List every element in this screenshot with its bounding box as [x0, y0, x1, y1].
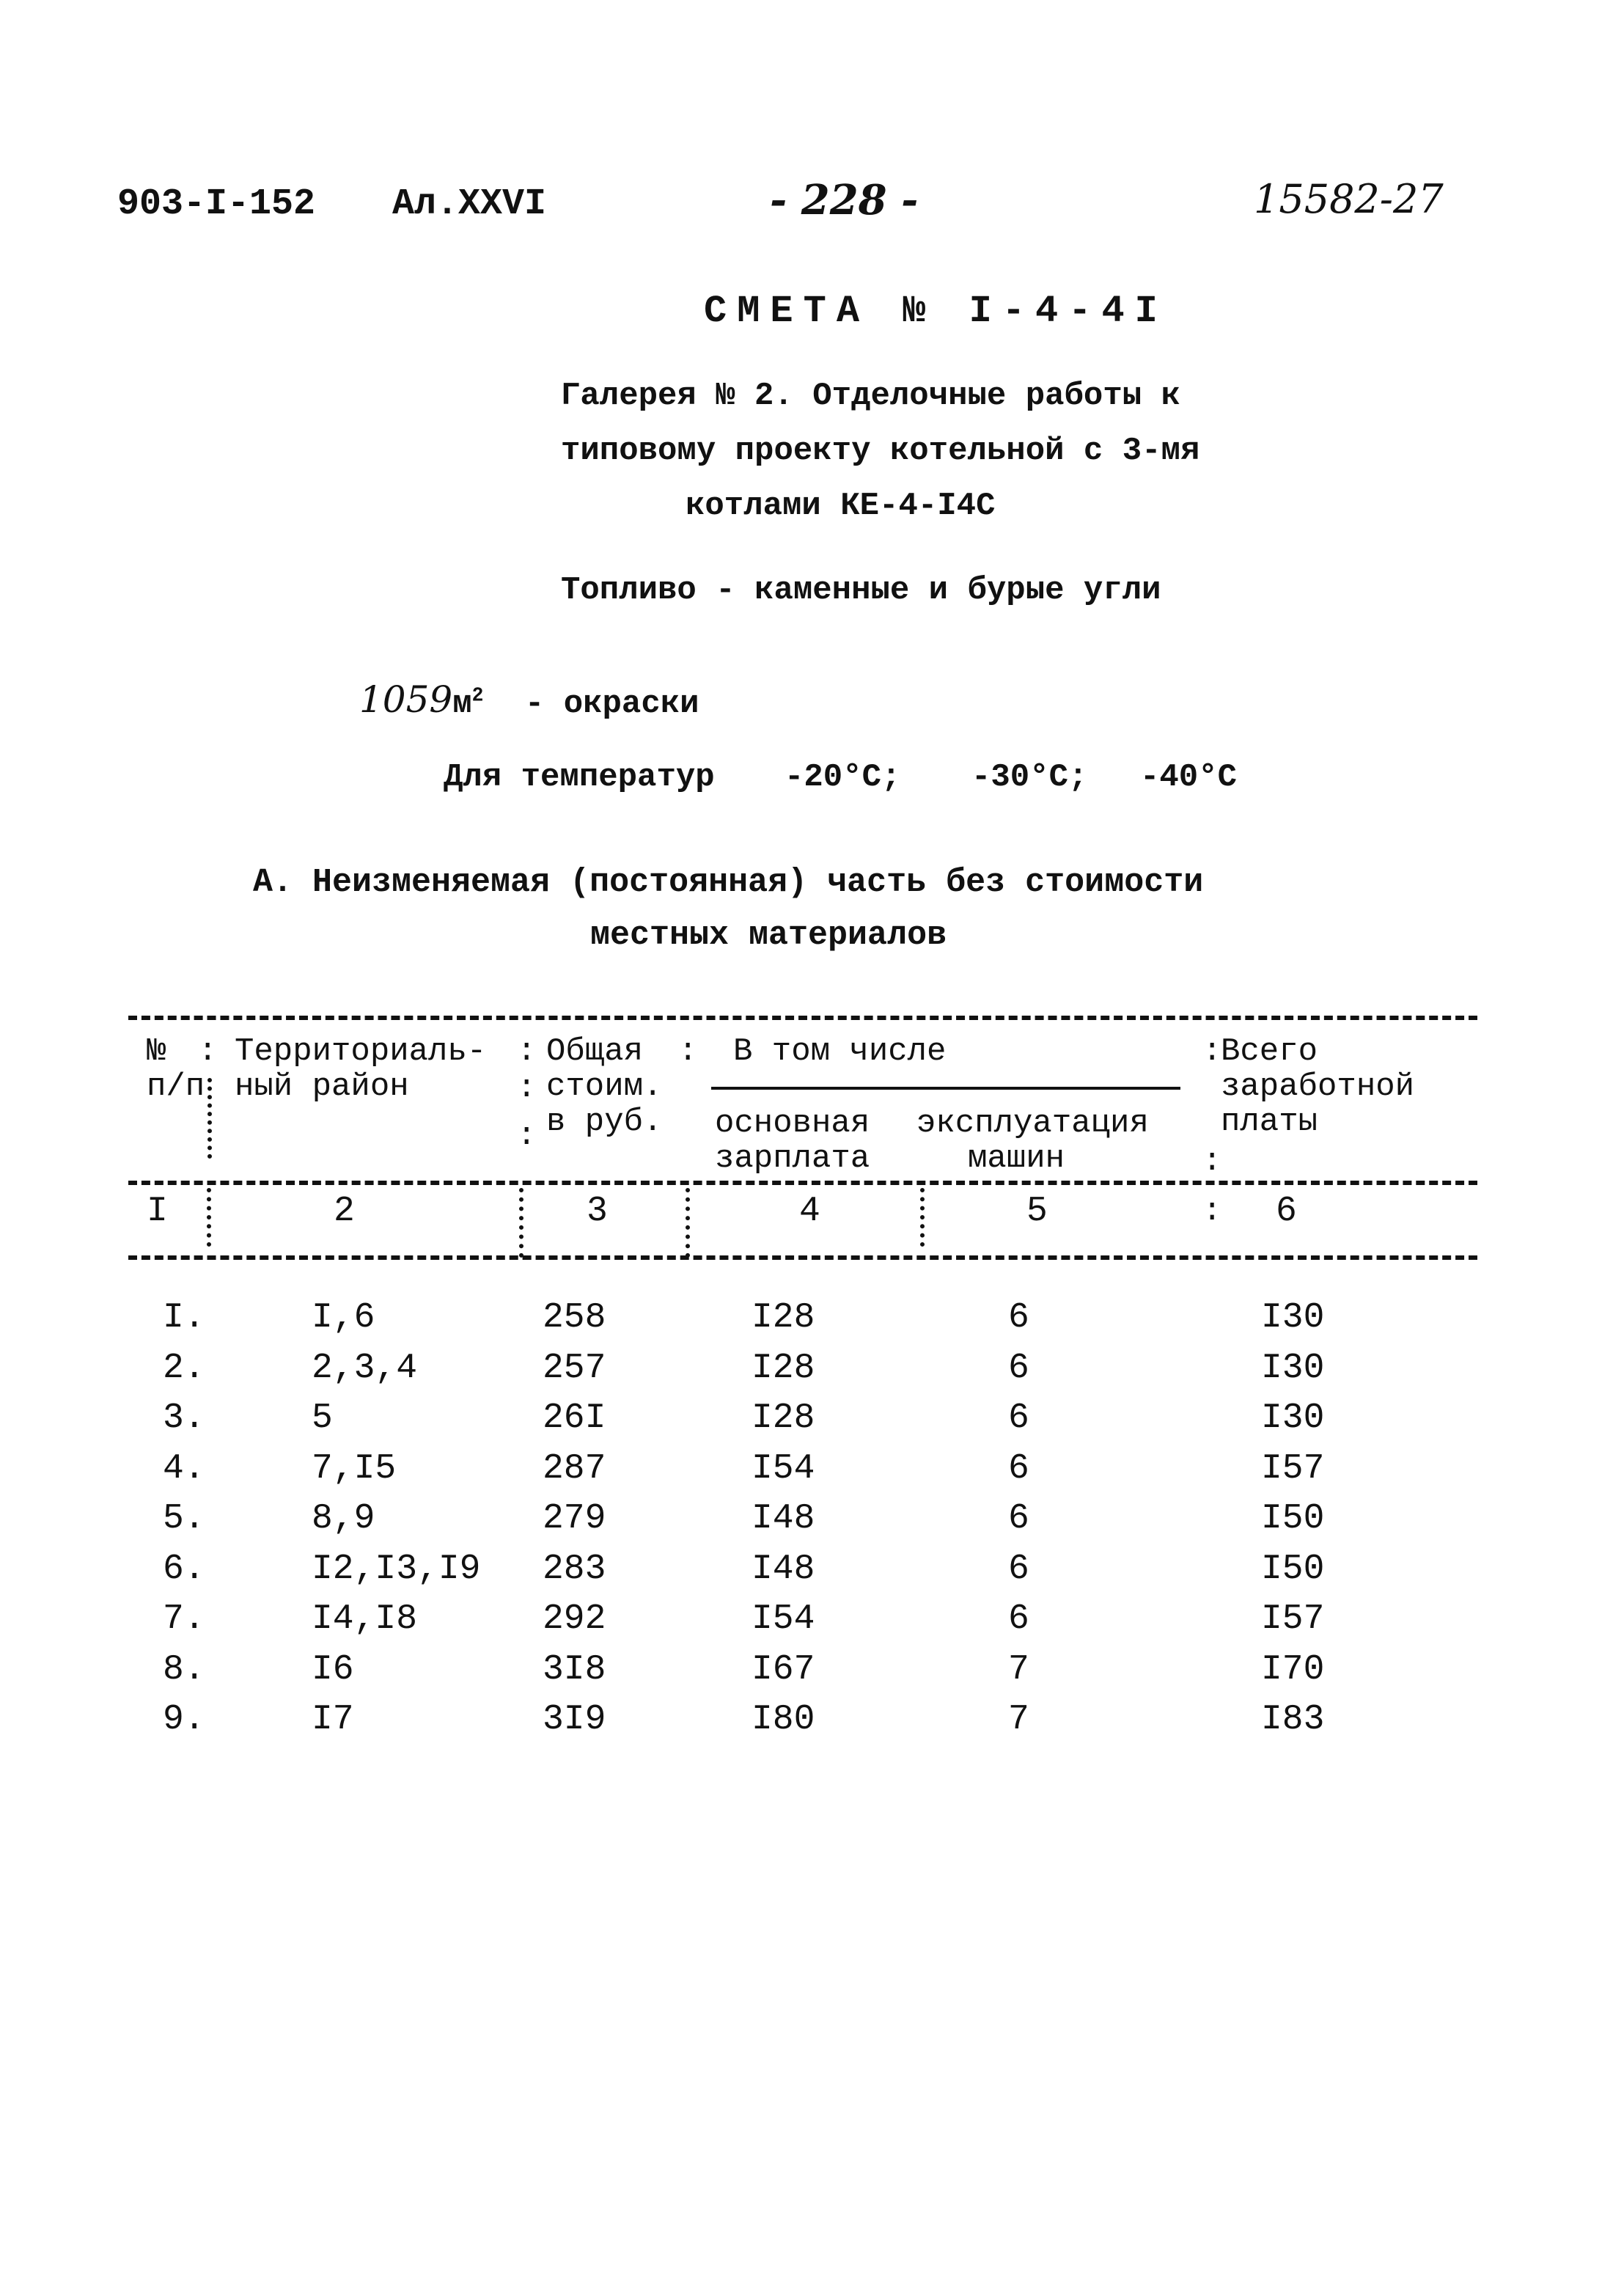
table-cell: 279: [543, 1499, 606, 1538]
table-cell: 9.: [163, 1700, 205, 1739]
area-value: 1059: [359, 678, 453, 721]
table-cell: 6: [1008, 1499, 1029, 1538]
area-unit: м: [452, 686, 472, 722]
table-cell: I28: [752, 1398, 815, 1438]
estimate-title: СМЕТА № I-4-4I: [704, 290, 1168, 333]
table-cell: I30: [1261, 1298, 1325, 1338]
table-cell: 5.: [163, 1499, 205, 1538]
description-line-1: Галерея № 2. Отделочные работы к: [561, 378, 1180, 414]
table-cell: 258: [543, 1298, 606, 1338]
table-cell: 6: [1008, 1448, 1029, 1489]
numbers-bottom-rule: [128, 1255, 1477, 1260]
table-cell: 7.: [163, 1599, 205, 1639]
table-cell: 283: [543, 1549, 606, 1589]
temperature-1: -20°С;: [785, 759, 901, 796]
table-cell: I57: [1261, 1599, 1325, 1639]
table-cell: 257: [543, 1348, 606, 1388]
table-cell: 5: [312, 1398, 333, 1438]
table-cell: 8,9: [312, 1499, 375, 1538]
inventory-number: 15582-27: [1254, 176, 1444, 222]
group-underline: [711, 1087, 1180, 1090]
table-cell: I.: [163, 1298, 205, 1338]
fuel-type: Топливо - каменные и бурые угли: [561, 572, 1161, 609]
header-separator: :: [678, 1033, 698, 1070]
description-line-3: котлами КЕ-4-I4С: [686, 488, 996, 524]
table-cell: I83: [1261, 1700, 1325, 1739]
table-cell: 7,I5: [312, 1448, 397, 1489]
column-number: I: [147, 1192, 168, 1231]
area-exponent: 2: [471, 684, 484, 707]
header-separator: :: [1202, 1033, 1222, 1070]
table-cell: 6.: [163, 1549, 205, 1589]
table-cell: I30: [1261, 1348, 1325, 1388]
section-heading-line-2: местных материалов: [590, 917, 947, 954]
table-cell: I57: [1261, 1448, 1325, 1489]
table-cell: 6: [1008, 1398, 1029, 1438]
column-separator: [686, 1188, 690, 1258]
painting-area: [359, 678, 699, 722]
table-cell: 7: [1008, 1700, 1029, 1739]
table-cell: 3I8: [543, 1649, 606, 1690]
page-number: - 228 -: [770, 176, 919, 224]
table-cell: 6: [1008, 1599, 1029, 1639]
header-territorial-district: Территориаль- ный район: [235, 1033, 487, 1105]
column-number: 6: [1276, 1192, 1297, 1231]
table-cell: 2.: [163, 1348, 205, 1388]
temperature-2: -30°С;: [971, 759, 1088, 796]
header-separator: :: [1202, 1143, 1222, 1180]
header-separator: :: [198, 1033, 218, 1070]
table-cell: 2,3,4: [312, 1348, 418, 1388]
table-cell: I,6: [312, 1298, 375, 1338]
header-separator: :: [517, 1070, 537, 1107]
table-cell: 6: [1008, 1298, 1029, 1338]
column-separator: :: [1202, 1193, 1222, 1230]
column-separator: [207, 1188, 211, 1247]
header-total-cost: Общая стоим. в руб.: [546, 1033, 663, 1140]
column-separator: [920, 1188, 925, 1247]
table-cell: 3I9: [543, 1700, 606, 1739]
header-separator: [207, 1078, 212, 1159]
header-number: № п/п: [147, 1033, 205, 1105]
temperatures-label: Для температур: [444, 759, 715, 796]
header-including-group: В том числе: [733, 1033, 947, 1070]
table-cell: I67: [752, 1649, 815, 1690]
table-cell: I2,I3,I9: [312, 1549, 481, 1589]
table-cell: I48: [752, 1499, 815, 1538]
section-heading-line-1: А. Неизменяемая (постоянная) часть без стоимости: [253, 864, 1204, 901]
column-number: 5: [1026, 1192, 1048, 1231]
table-cell: I50: [1261, 1549, 1325, 1589]
header-base-salary: основная зарплата: [715, 1105, 870, 1177]
table-cell: I7: [312, 1700, 354, 1739]
column-number: 2: [334, 1192, 355, 1231]
table-cell: I54: [752, 1448, 815, 1489]
table-cell: 6: [1008, 1348, 1029, 1388]
table-cell: I28: [752, 1298, 815, 1338]
column-number: 3: [587, 1192, 608, 1231]
table-cell: 26I: [543, 1398, 606, 1438]
table-cell: I6: [312, 1649, 354, 1690]
description-line-2: типовому проекту котельной с 3-мя: [561, 433, 1200, 469]
table-cell: 3.: [163, 1398, 205, 1438]
table-cell: 4.: [163, 1448, 205, 1489]
column-number: 4: [799, 1192, 820, 1231]
table-cell: I28: [752, 1348, 815, 1388]
table-cell: I50: [1261, 1499, 1325, 1538]
table-cell: 7: [1008, 1649, 1029, 1690]
table-cell: I4,I8: [312, 1599, 418, 1639]
header-separator: :: [517, 1033, 537, 1070]
header-machine-operation: эксплуатация машин: [916, 1105, 1149, 1177]
table-cell: 292: [543, 1599, 606, 1639]
album-number: Ал.XXVI: [392, 183, 547, 225]
header-bottom-rule: [128, 1181, 1477, 1185]
table-cell: 287: [543, 1448, 606, 1489]
table-cell: 6: [1008, 1549, 1029, 1589]
temperature-3: -40°С: [1140, 759, 1238, 796]
document-code: 903-I-152: [117, 183, 316, 225]
table-cell: 8.: [163, 1649, 205, 1690]
table-cell: I54: [752, 1599, 815, 1639]
header-total-wages: Всего заработной платы: [1221, 1033, 1415, 1140]
table-top-rule: [128, 1016, 1477, 1020]
area-label: - окраски: [524, 686, 699, 722]
header-separator: :: [517, 1118, 537, 1154]
table-cell: I70: [1261, 1649, 1325, 1690]
table-cell: I80: [752, 1700, 815, 1739]
table-cell: I30: [1261, 1398, 1325, 1438]
column-separator: [519, 1188, 523, 1258]
table-cell: I48: [752, 1549, 815, 1589]
